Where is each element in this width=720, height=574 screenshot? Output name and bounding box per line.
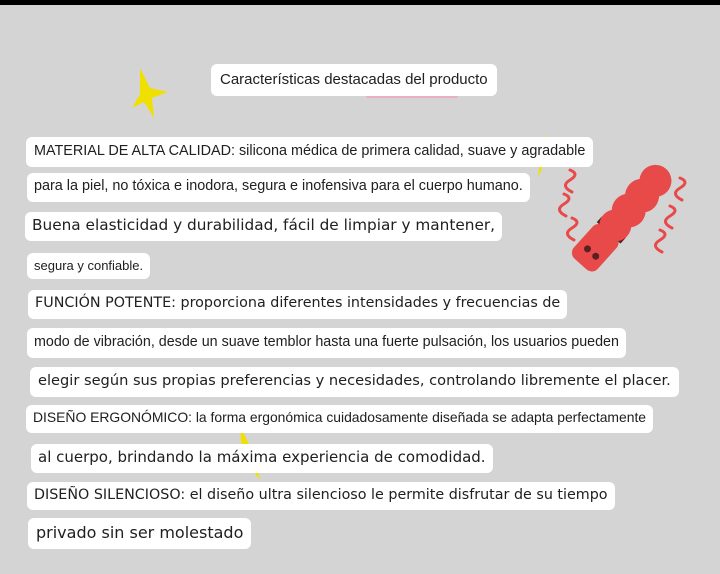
text-line-content: al cuerpo, brindando la máxima experiencia de comodidad. [38,448,486,466]
text-line-content: modo de vibración, desde un suave temblor hasta una fuerte pulsación, los usuarios pueden [34,334,619,350]
text-line [26,137,593,167]
text-line [27,328,626,358]
text-line [26,405,653,433]
text-line-content: elegir según sus propias preferencias y necesidades, controlando libremente el placer. [38,372,671,389]
page-title [211,64,497,96]
text-line [27,482,615,510]
vibrating-device-icon [548,148,696,288]
sparkle-icon [128,64,172,120]
text-line [30,367,679,397]
text-line-content: DISEÑO SILENCIOSO: el diseño ultra silencioso le permite disfrutar de su tiempo [34,487,608,503]
page-title-text: Características destacadas del producto [220,71,488,88]
text-line-content: DISEÑO ERGONÓMICO: la forma ergonómica cuidadosamente diseñada se adapta perfectamente [33,409,647,425]
text-line-content: MATERIAL DE ALTA CALIDAD: silicona médica de primera calidad, suave y agradable [34,143,586,159]
text-line-content: privado sin ser molestado [36,523,244,542]
text-line-content: para la piel, no tóxica e inodora, segura e inofensiva para el cuerpo humano. [34,178,523,194]
top-bar [0,0,720,5]
text-line [27,173,530,202]
text-line [31,444,493,473]
text-line [28,290,567,319]
text-line [28,518,251,549]
text-line-content: segura y confiable. [34,258,144,273]
text-line-content: Buena elasticidad y durabilidad, fácil de limpiar y mantener, [32,216,496,234]
text-line-content: FUNCIÓN POTENTE: proporciona diferentes intensidades y frecuencias de [35,295,561,311]
text-line [27,253,150,279]
text-line [25,212,502,241]
